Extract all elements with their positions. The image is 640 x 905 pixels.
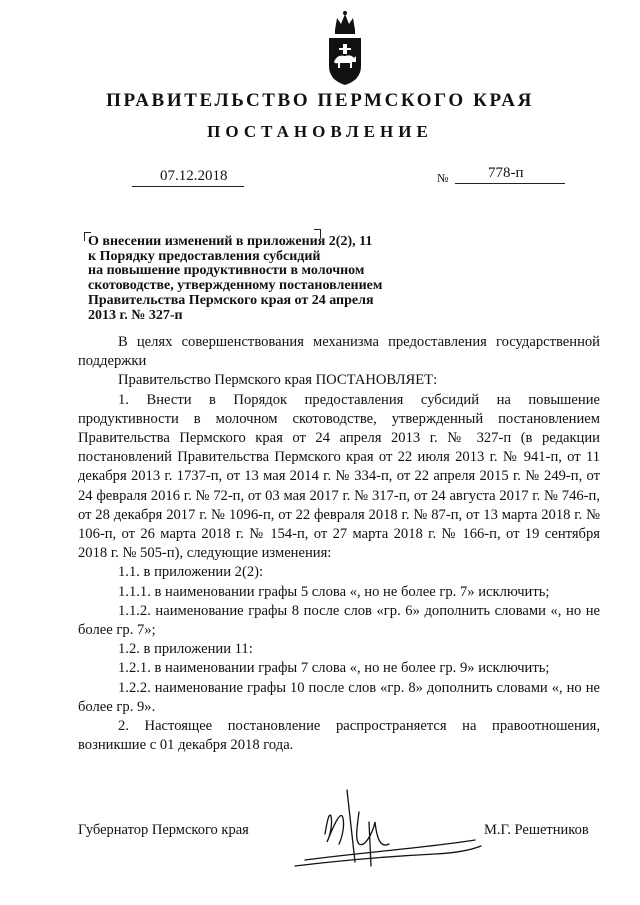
- subject-line: на повышение продуктивности в молочном: [88, 263, 365, 279]
- body-paragraph: 1.1.2. наименование графы 8 после слов «гр. 6» дополнить словами «, но не более гр. 7»;: [78, 602, 600, 639]
- body-paragraph: В целях совершенствования механизма предоставления государственной поддержки: [78, 334, 600, 370]
- body-paragraph: 1.1. в приложении 2(2):: [118, 564, 264, 581]
- date-underline: [132, 186, 244, 187]
- signature-icon: [285, 782, 485, 872]
- body-paragraph: 1. Внести в Порядок предоставления субсидий на повышение продуктивности в молочном скотоводстве, утвержденный постановлением Правительства Пермского края от 24 апреля 2013 г. № 327-п (в редакции постановлений Правительства Пермского края от 22 июля 2013 г. № 941-п, от 11 декабря 2013 г. 1737-п, от 13 мая 2014 г. № 334-п, от 22 апреля 2015 г. № 249-п, от 24 февраля 2016 г. № 72-п, от 03 мая 2017 г. № 317-п, от 24 августа 2017 г. № 746-п, от 28 декабря 2017 г. № 1096-п, от 22 февраля 2018 г. № 87-п, от 13 марта 2018 г. № 106-п, от 26 марта 2018 г. № 154-п, от 27 марта 2018 г. № 166-п, от 19 сентября 2018 г. № 505-п), следующие изменения:: [78, 391, 600, 562]
- body-paragraph: 2. Настоящее постановление распространяется на правоотношения, возникшие с 01 декабря 2018 года.: [78, 718, 600, 754]
- signer-name: М.Г. Решетников: [484, 822, 589, 838]
- body-paragraph: Правительство Пермского края ПОСТАНОВЛЯЕТ:: [118, 372, 438, 389]
- number-underline: [455, 183, 565, 184]
- coat-of-arms-icon: [323, 10, 367, 86]
- document-number: 778-п: [488, 165, 524, 181]
- body-paragraph: 1.2.1. в наименовании графы 7 слова «, но не более гр. 9» исключить;: [118, 660, 550, 677]
- subject-line: скотоводстве, утвержденному постановлением: [88, 278, 383, 294]
- subject-line: 2013 г. № 327-п: [88, 307, 183, 323]
- document-subject: [88, 235, 428, 323]
- government-title: ПРАВИТЕЛЬСТВО ПЕРМСКОГО КРАЯ: [106, 90, 534, 111]
- document-date: 07.12.2018: [160, 168, 228, 184]
- number-sign: №: [437, 171, 449, 185]
- subject-line: О внесении изменений в приложения 2(2), 11: [88, 234, 373, 249]
- document-body: [78, 333, 600, 755]
- body-paragraph: 1.2.2. наименование графы 10 после слов «гр. 8» дополнить словами «, но не более гр. 9».: [78, 679, 600, 715]
- body-paragraph: 1.2. в приложении 11:: [118, 641, 253, 658]
- document-type: ПОСТАНОВЛЕНИЕ: [207, 122, 433, 141]
- body-paragraph: 1.1.1. в наименовании графы 5 слова «, но не более гр. 7» исключить;: [118, 583, 550, 600]
- subject-line: к Порядку предоставления субсидий: [88, 248, 321, 264]
- subject-line: Правительства Пермского края от 24 апреля: [88, 292, 374, 308]
- signer-title: Губернатор Пермского края: [78, 822, 249, 838]
